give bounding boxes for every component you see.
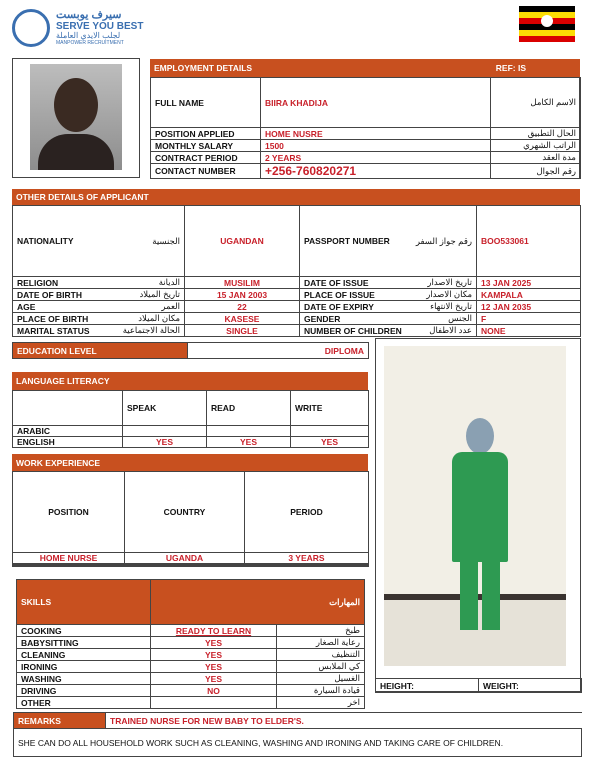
table-header-row	[13, 472, 369, 553]
column-header: SPEAK	[123, 391, 207, 426]
field-value: 13 JAN 2025	[477, 277, 581, 289]
field-label-arabic: رقم جواز السفر	[405, 206, 477, 277]
field-value: NONE	[477, 325, 581, 337]
skill-name-arabic: رعاية الصغار	[277, 637, 365, 649]
field-label-arabic: الاسم الكامل	[491, 78, 581, 128]
skill-value: YES	[151, 637, 277, 649]
skill-name-arabic: قيادة السيارة	[277, 685, 365, 697]
other-details-table	[12, 205, 581, 337]
education-header: EDUCATION LEVEL	[13, 343, 188, 359]
field-value: UGANDAN	[185, 206, 300, 277]
field-label-arabic: الديانة	[113, 277, 185, 289]
measures-table	[375, 678, 582, 693]
field-value: +256-760820271	[261, 164, 491, 179]
field-label-arabic: الراتب الشهري	[491, 140, 581, 152]
skill-name: CLEANING	[17, 649, 151, 661]
work-title: WORK EXPERIENCE	[16, 457, 101, 468]
field-label-arabic: عدد الاطفال	[405, 325, 477, 337]
field-label: RELIGION	[13, 277, 113, 289]
remarks-table	[13, 712, 582, 757]
skill-value: YES	[151, 673, 277, 685]
applicant-photo	[30, 64, 122, 170]
skill-name: COOKING	[17, 625, 151, 637]
column-header: COUNTRY	[125, 472, 245, 553]
language-value: YES	[207, 437, 291, 448]
field-label-arabic: الجنس	[405, 313, 477, 325]
field-label: MARITAL STATUS	[13, 325, 113, 337]
language-value	[291, 426, 369, 437]
column-header: WRITE	[291, 391, 369, 426]
field-value: BIIRA KHADIJA	[261, 78, 491, 128]
field-value: SINGLE	[185, 325, 300, 337]
field-value: KAMPALA	[477, 289, 581, 301]
table-row	[17, 637, 365, 649]
field-label-arabic: مدة العقد	[491, 152, 581, 164]
other-details-title: OTHER DETAILS OF APPLICANT	[16, 192, 149, 202]
skill-value: YES	[151, 661, 277, 673]
table-row	[151, 78, 581, 128]
field-label: FULL NAME	[151, 78, 261, 128]
skills-table	[16, 579, 365, 709]
column-header: POSITION	[13, 472, 125, 553]
field-label: DATE OF EXPIRY	[300, 301, 405, 313]
field-label-arabic: تاريخ الاصدار	[405, 277, 477, 289]
field-label: PASSPORT NUMBER	[300, 206, 405, 277]
height-label: HEIGHT:	[376, 679, 479, 693]
remarks-headline: TRAINED NURSE FOR NEW BABY TO ELDER'S.	[106, 713, 582, 729]
field-value: BOO533061	[477, 206, 581, 277]
field-value: 12 JAN 2035	[477, 301, 581, 313]
field-value: 2 YEARS	[261, 152, 491, 164]
table-header-row	[13, 391, 369, 426]
field-label: GENDER	[300, 313, 405, 325]
table-row	[13, 206, 581, 277]
skill-value: YES	[151, 649, 277, 661]
skill-name: OTHER	[17, 697, 151, 709]
skill-value: NO	[151, 685, 277, 697]
language-value: YES	[291, 437, 369, 448]
field-value: KASESE	[185, 313, 300, 325]
skill-name-arabic: كي الملابس	[277, 661, 365, 673]
field-label: DATE OF BIRTH	[13, 289, 113, 301]
work-table	[12, 471, 369, 567]
logo-globe-icon	[12, 9, 50, 47]
field-label: MONTHLY SALARY	[151, 140, 261, 152]
skill-name-arabic: التنظيف	[277, 649, 365, 661]
remarks-text: SHE CAN DO ALL HOUSEHOLD WORK SUCH AS CLEANING, WASHING AND IRONING AND TAKING CARE OF CHILDREN.	[14, 729, 582, 757]
full-body-photo	[384, 346, 566, 666]
table-row	[13, 553, 369, 564]
skill-name-arabic: اخر	[277, 697, 365, 709]
weight-label: WEIGHT:	[479, 679, 582, 693]
field-label-arabic: تاريخ الانتهاء	[405, 301, 477, 313]
company-logo	[12, 8, 162, 48]
field-value: 22	[185, 301, 300, 313]
field-label-arabic: رقم الجوال	[491, 164, 581, 179]
empty-cell	[13, 566, 125, 567]
table-row	[13, 301, 581, 313]
table-row	[13, 437, 369, 448]
employment-header	[150, 59, 580, 77]
table-row	[13, 325, 581, 337]
skills-header-row	[17, 580, 365, 625]
table-row	[151, 128, 581, 140]
employment-table	[150, 77, 581, 179]
language-table	[12, 390, 369, 448]
table-row-empty	[13, 566, 369, 567]
brand-arabic-name: سيرف يوبست	[56, 9, 122, 22]
table-row	[17, 661, 365, 673]
empty-cell	[245, 566, 369, 567]
language-value	[207, 426, 291, 437]
skill-value	[151, 697, 277, 709]
skill-name-arabic: طبخ	[277, 625, 365, 637]
brand-arabic-sub: لجلب الايدي العاملة	[56, 31, 121, 41]
field-value: 1500	[261, 140, 491, 152]
table-row	[151, 140, 581, 152]
empty-cell	[125, 566, 245, 567]
field-label: PLACE OF ISSUE	[300, 289, 405, 301]
ref-label: REF: IS	[495, 63, 526, 73]
table-row	[17, 697, 365, 709]
work-value: HOME NURSE	[13, 553, 125, 564]
table-row	[13, 426, 369, 437]
skill-value: READY TO LEARN	[151, 625, 277, 637]
skill-name: IRONING	[17, 661, 151, 673]
field-label: POSITION APPLIED	[151, 128, 261, 140]
field-label-arabic: الحال التطبيق	[491, 128, 581, 140]
table-row	[17, 673, 365, 685]
language-header	[12, 372, 368, 390]
education-value: DIPLOMA	[188, 343, 369, 359]
field-label-arabic: الجنسية	[113, 206, 185, 277]
table-row	[13, 277, 581, 289]
remarks-header: REMARKS	[14, 713, 106, 729]
field-label: CONTACT NUMBER	[151, 164, 261, 179]
field-label: NATIONALITY	[13, 206, 113, 277]
field-value: F	[477, 313, 581, 325]
field-label: DATE OF ISSUE	[300, 277, 405, 289]
table-row	[17, 649, 365, 661]
field-label-arabic: العمر	[113, 301, 185, 313]
table-row	[13, 289, 581, 301]
table-row	[151, 152, 581, 164]
brand-tagline: MANPOWER RECRUITMENT	[56, 39, 124, 46]
table-row	[17, 685, 365, 697]
skill-name-arabic: الغسيل	[277, 673, 365, 685]
field-label-arabic: مكان الاصدار	[405, 289, 477, 301]
uganda-flag-icon	[519, 6, 575, 42]
language-value	[123, 426, 207, 437]
language-title: LANGUAGE LITERACY	[16, 376, 110, 386]
language-name: ARABIC	[13, 426, 123, 437]
field-label: NUMBER OF CHILDREN	[300, 325, 405, 337]
column-header: PERIOD	[245, 472, 369, 553]
language-name: ENGLISH	[13, 437, 123, 448]
brand-name: SERVE YOU BEST	[56, 20, 144, 32]
language-value: YES	[123, 437, 207, 448]
work-value: 3 YEARS	[245, 553, 369, 564]
employment-title: EMPLOYMENT DETAILS	[154, 63, 253, 73]
field-value: 15 JAN 2003	[185, 289, 300, 301]
field-label-arabic: تاريخ الميلاد	[113, 289, 185, 301]
skill-name: BABYSITTING	[17, 637, 151, 649]
field-value: MUSILIM	[185, 277, 300, 289]
other-details-header	[12, 189, 580, 205]
work-header	[12, 454, 368, 471]
column-header: READ	[207, 391, 291, 426]
field-label: AGE	[13, 301, 113, 313]
work-value: UGANDA	[125, 553, 245, 564]
field-value: HOME NUSRE	[261, 128, 491, 140]
table-row	[13, 313, 581, 325]
field-label-arabic: الحالة الاجتماعية	[113, 325, 185, 337]
education-table	[12, 342, 369, 359]
field-label: CONTRACT PERIOD	[151, 152, 261, 164]
skills-header-arabic: المهارات	[151, 580, 365, 625]
skills-header: SKILLS	[17, 580, 151, 625]
language-corner	[13, 391, 123, 426]
field-label: PLACE OF BIRTH	[13, 313, 113, 325]
field-label-arabic: مكان الميلاد	[113, 313, 185, 325]
skill-name: WASHING	[17, 673, 151, 685]
table-row	[151, 164, 581, 179]
skill-name: DRIVING	[17, 685, 151, 697]
table-row	[17, 625, 365, 637]
